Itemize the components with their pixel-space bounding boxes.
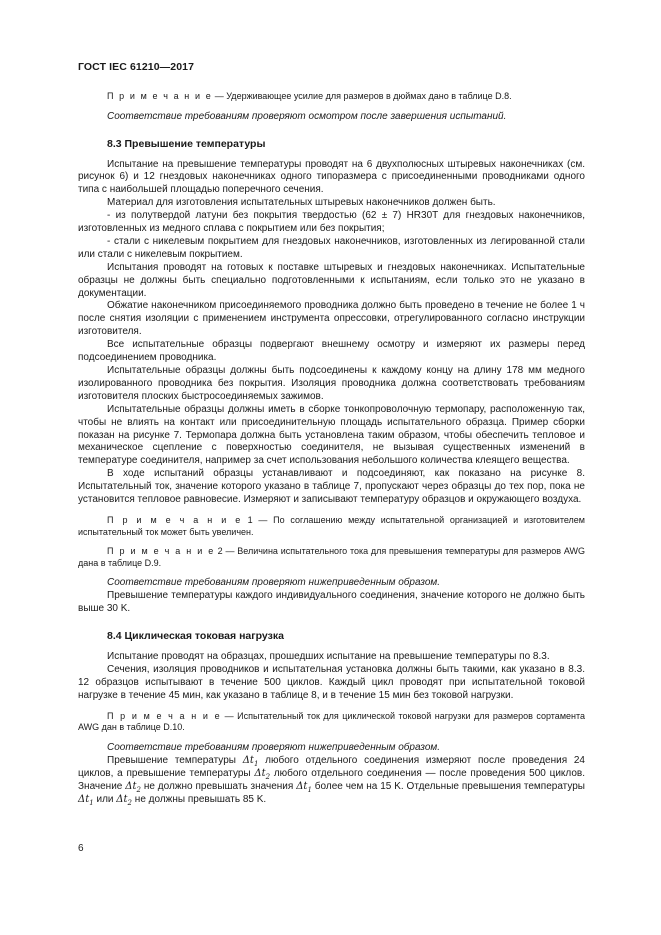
compliance-text: Соответствие требованиям проверяют нижеприведенным образом.: [107, 741, 441, 753]
note-label: П р и м е ч а н и е: [107, 546, 215, 557]
page-number: 6: [78, 843, 84, 854]
subscript: 1: [307, 785, 312, 794]
text-run: любого отдельного соединения — после проведения 500 циклов. Значение: [78, 767, 585, 792]
paragraph: Сечения, изоляция проводников и испытательная установка должны быть такими, как указано в 8.3. 12 образцов испытывают в течение 500 циклов. Каждый цикл проводят при испытательной токовой нагрузке в течение 45 мин, как указано в таблице 8, и в течение 15 мин без токовой нагрузки.: [78, 663, 585, 701]
note-text: 2 — Величина испытательного тока для превышения температуры для размеров AWG дана в таблице D.9.: [78, 546, 586, 568]
subscript: 2: [265, 772, 271, 781]
text-run: более чем на 15 K. Отдельные превышения температуры: [311, 780, 585, 792]
math-symbol: Δt: [254, 767, 266, 779]
math-delta-t2: [116, 794, 132, 805]
subscript: 2: [127, 798, 133, 807]
note-text: 1 — По соглашению между испытательной организацией и изготовителем испытательный ток может быть увеличен.: [78, 514, 585, 537]
text-run: или: [93, 793, 117, 805]
paragraph: Обжатие наконечником присоединяемого проводника должно быть проведено в течение не более 1 ч после снятия изоляции с применением инструмента опрессовки, отрегулированного согласно инструкции изготовителя.: [78, 300, 585, 338]
list-item: - из полутвердой латуни без покрытия твердостью (62 ± 7) HR30T для гнездовых наконечников, изготовленных из медного сплава с покрытием или без покрытия;: [78, 210, 585, 235]
paragraph: Превышение температуры каждого индивидуального соединения, значение которого не должно быть выше 30 K.: [78, 590, 585, 615]
section-heading-8-4: 8.4 Циклическая токовая нагрузка: [107, 630, 284, 643]
math-symbol: Δt: [78, 793, 90, 805]
math-symbol: Δt: [296, 780, 308, 792]
math-delta-t1: [78, 794, 94, 805]
section-heading-8-3: 8.3 Превышение температуры: [107, 137, 266, 150]
compliance-text: Соответствие требованиям проверяют нижеприведенным образом.: [107, 577, 441, 589]
note-8-4: [78, 711, 585, 734]
note-text: — Удерживающее усилие для размеров в дюймах дано в таблице D.8.: [212, 91, 512, 101]
math-symbol: Δt: [116, 793, 128, 805]
math-delta-t1: [296, 781, 312, 792]
note-text: — Испытательный ток для циклической токовой нагрузки для размеров сортамента AWG дан в таблице D.10.: [78, 710, 586, 733]
paragraph: Испытательные образцы должны иметь в сборке тонкопроволочную термопару, расположенную так, чтобы не влиять на контакт или присоединительную площадь испытательного образца. Пример сборки показан на рисунке 7. Термопара должна быть установлена таким образом, чтобы обеспечить тепловое и механическое сцепление с поверхностью соединителя, не вызывая существенных изменений в температуре соединителя, например за счет использования небольшого количества клеящего вещества.: [78, 403, 585, 467]
math-delta-t2: [254, 768, 270, 779]
text-run: не должны превышать 85 K.: [132, 793, 267, 805]
note-label: П р и м е ч а н и е: [107, 710, 222, 721]
paragraph: Материал для изготовления испытательных штыревых наконечников должен быть.: [107, 197, 496, 209]
paragraph: В ходе испытаний образцы устанавливают и подсоединяют, как показано на рисунке 8. Испытательный ток, значение которого указано в таблице 7, пропускают через образцы до тех пор, пока не установится тепловое равновесие. Измеряют и записывают температуру образцов и окружающего воздуха.: [78, 468, 585, 506]
document-header: ГОСТ IEC 61210—2017: [78, 61, 195, 73]
text-run: Превышение температуры: [107, 754, 243, 766]
math-symbol: Δt: [125, 780, 137, 792]
paragraph: Испытательные образцы должны быть подсоединены к каждому концу на длину 178 мм медного изолированного проводника без покрытия. Изоляция проводника должна соответствовать требованиям изготовителя плоских быстросоединяемых зажимов.: [78, 365, 585, 402]
note-top: [78, 91, 585, 103]
document-body: [78, 91, 585, 806]
paragraph: Испытание на превышение температуры проводят на 6 двухполюсных штыревых наконечниках (см. рисунок 6) и 12 гнездовых наконечниках одного типоразмера с присоединенными проводниками одного типа с наибольшей площадью поперечного сечения.: [78, 158, 585, 196]
math-delta-t1: [243, 755, 259, 766]
note-2: [78, 546, 585, 569]
note-1: [78, 515, 585, 538]
paragraph-temperature-limits: [78, 755, 585, 807]
note-label: П р и м е ч а н и е: [107, 514, 242, 525]
note-label: П р и м е ч а н и е: [107, 91, 213, 101]
paragraph: Все испытательные образцы подвергают внешнему осмотру и измеряют их размеры перед подсоединением проводника.: [78, 339, 585, 364]
paragraph: Испытание проводят на образцах, прошедших испытание на превышение температуры по 8.3.: [107, 651, 550, 663]
math-symbol: Δt: [242, 754, 254, 766]
compliance-text: Соответствие требованиям проверяют осмотром после завершения испытаний.: [107, 110, 507, 122]
paragraph: Испытания проводят на готовых к поставке штыревых и гнездовых наконечниках. Испытательные образцы не должны быть специально подготовленными к испытаниям, если только это не указано в документации.: [78, 261, 585, 299]
list-item: - стали с никелевым покрытием для гнездовых наконечников, изготовленных из легированной стали или стали с никелевым покрытием.: [78, 235, 585, 260]
text-run: любого отдельного соединения измеряют после проведения 24 циклов, а превышение температуры: [78, 754, 585, 779]
subscript: 1: [89, 798, 94, 807]
subscript: 1: [253, 759, 259, 768]
math-delta-t2: [125, 781, 141, 792]
text-run: не должно превышать значения: [140, 780, 297, 792]
subscript: 2: [136, 785, 141, 794]
